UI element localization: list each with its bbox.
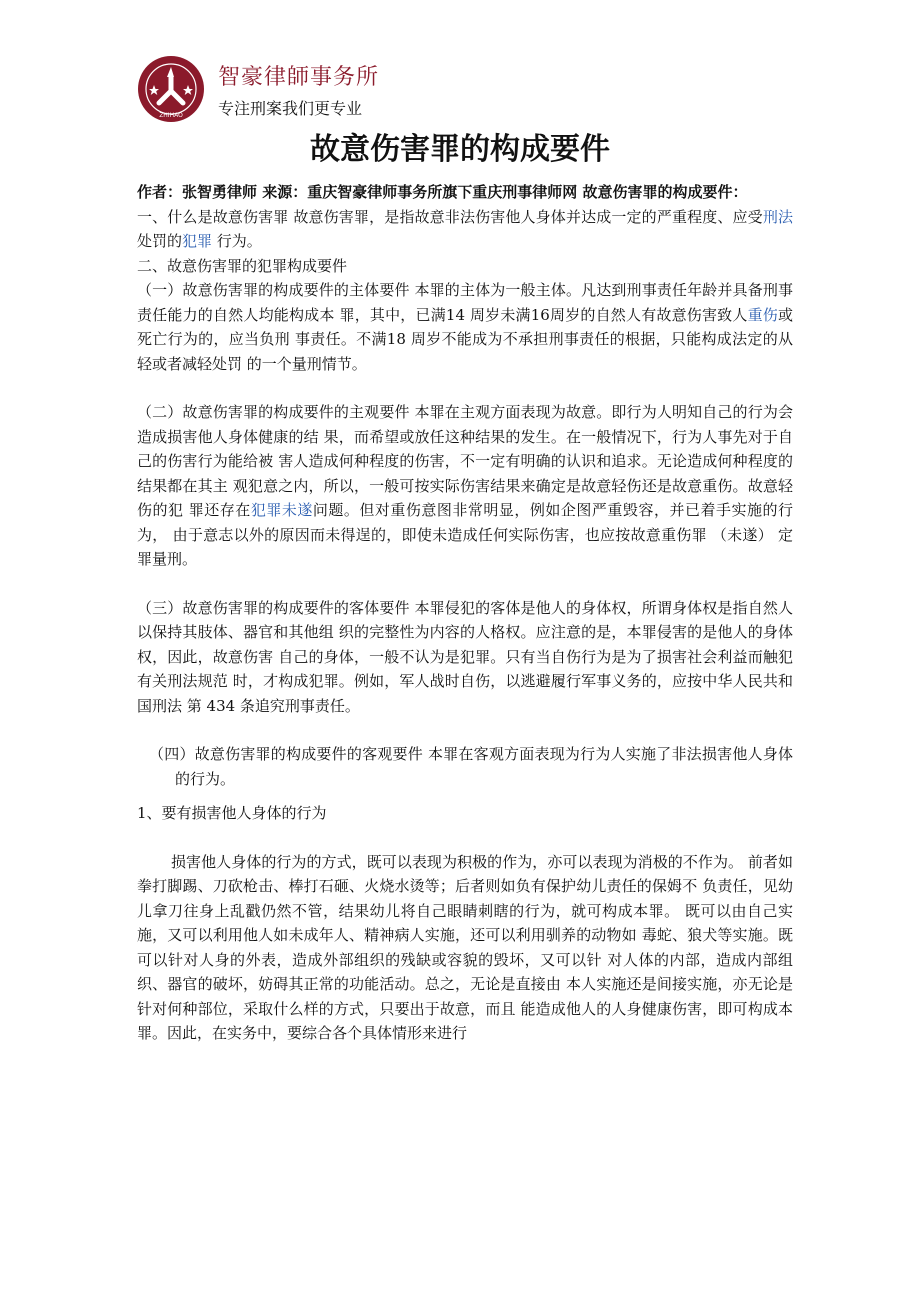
article-body	[137, 180, 793, 1046]
link-criminal-law[interactable]: 刑法	[762, 207, 793, 226]
paragraph-object-element: （三）故意伤害罪的构成要件的客体要件 本罪侵犯的客体是他人的身体权，所谓身体权是指自然人以保持其肢体、器官和其他组 织的完整性为内容的人格权。应注意的是，本罪侵害的是他人的身体权，因此，故意伤害 自己的身体，一般不认为是犯罪。只有当自伤行为是为了损害社会利益而触犯有关刑法规范 时，才构成犯罪。例如，军人战时自伤，以逃避履行军事义务的，应按中华人民共和国刑法 第 434 条追究刑事责任。	[137, 598, 793, 715]
svg-text:ZHIHAO: ZHIHAO	[159, 112, 183, 119]
link-attempted-crime[interactable]: 犯罪未遂	[250, 501, 313, 519]
section-1: 一、什么是故意伤害罪 故意伤害罪，是指故意非法伤害他人身体并达成一定的严重程度、应受刑法处罚的犯罪 行为。	[137, 207, 793, 250]
firm-slogan: 专注刑案我们更专业	[218, 99, 363, 118]
link-serious-injury[interactable]: 重伤	[747, 305, 778, 324]
section-2-heading: 二、故意伤害罪的犯罪构成要件	[137, 256, 348, 275]
paragraph-subjective-element: （二）故意伤害罪的构成要件的主观要件 本罪在主观方面表现为故意。即行为人明知自己的行为会造成损害他人身体健康的结 果，而希望或放任这种结果的发生。在一般情况下，行为人事先对于自己的伤害行为能给被 害人造成何种程度的伤害，不一定有明确的认识和追求。无论造成何种程度的结果都在其主 观犯意之内，所以，一般可按实际伤害结果来确定是故意轻伤还是故意重伤。故意轻伤的犯 罪还存在犯罪未遂问题。但对重伤意图非常明显，例如企图严重毁容，并已着手实施的行为， 由于意志以外的原因而未得逞的，即使未造成任何实际伤害，也应按故意重伤罪 （未遂） 定罪量刑。	[137, 403, 793, 568]
link-crime[interactable]: 犯罪	[182, 232, 213, 250]
law-firm-logo-icon	[137, 55, 205, 123]
paragraph-harm-behavior: 损害他人身体的行为的方式，既可以表现为积极的作为，亦可以表现为消极的不作为。 前者如拳打脚踢、刀砍枪击、棒打石砸、火烧水烫等；后者则如负有保护幼儿责任的保姆不 负责任，见幼儿拿刀往身上乱戳仍然不管，结果幼儿将自己眼睛刺瞎的行为，就可构成本罪。 既可以由自己实施，又可以利用他人如未成年人、精神病人实施，还可以利用驯养的动物如 毒蛇、狼犬等实施。既可以针对人身的外表，造成外部组织的残缺或容貌的毁坏，又可以针 对人体的内部，造成内部组织、器官的破坏，妨碍其正常的功能活动。总之，无论是直接由 本人实施还是间接实施，亦无论是针对何种部位，采取什么样的方式，只要出于故意，而且 能造成他人的人身健康伤害，即可构成本罪。因此，在实务中，要综合各个具体情形来进行	[137, 852, 793, 1042]
paragraph-objective-element: （四）故意伤害罪的构成要件的客观要件 本罪在客观方面表现为行为人实施了非法损害他人身体的行为。	[149, 745, 793, 788]
firm-name: 智豪律師事务所	[218, 65, 380, 90]
paragraph-subject-element: （一）故意伤害罪的构成要件的主体要件 本罪的主体为一般主体。凡达到刑事责任年龄并具备刑事责任能力的自然人均能构成本 罪，其中，已满14 周岁未满16周岁的自然人有故意伤害致人重伤或死亡行为的，应当负刑 事责任。不满18 周岁不能成为不承担刑事责任的根据，只能构成法定的从轻或者减轻处罚 的一个量刑情节。	[137, 281, 793, 373]
list-item-1: 1、要有损害他人身体的行为	[137, 804, 327, 822]
page-title: 故意伤害罪的构成要件	[310, 132, 610, 167]
author-line: 作者：张智勇律师 来源：重庆智豪律师事务所旗下重庆刑事律师网 故意伤害罪的构成要件：	[137, 183, 748, 201]
